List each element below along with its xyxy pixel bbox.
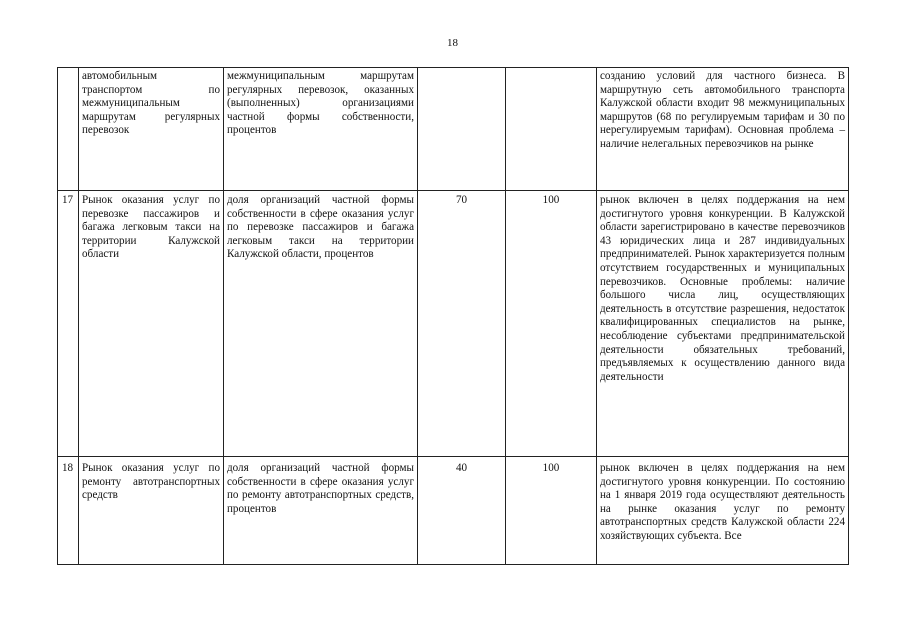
comment-text: рынок включен в целях поддержания на нем достигнутого уровня конкуренции. В Калужской области зарегистрировано в качестве перевозчиков 43 юридических лица и 287 индивидуальных предпринимателей. Рынок характеризуется полным отсутствием государственных и муниципальных перевозчиков. Основные проблемы: наличие большого числа лиц, осуществляющих деятельность в отсутствие разрешения, недостаток квалифицированных специалистов на рынке, несоблюдение субъектами предпринимательской деятельности обязательных требований, предъявляемых к осуществлению данного вида деятельности: [597, 191, 849, 457]
market-name: Рынок оказания услуг по перевозке пассажиров и багажа легковым такси на территории Калужской области: [79, 191, 224, 457]
table-row: [58, 191, 849, 457]
row-number: [58, 68, 79, 191]
comment-text: созданию условий для частного бизнеса. В маршрутную сеть автомобильного транспорта Калужской области входит 98 межмуниципальных маршрутов (68 по регулируемым тарифам и 30 по нерегулируемым тарифам). Основная проблема – наличие нелегальных перевозчиков на рынке: [597, 68, 849, 191]
value-target: [506, 68, 597, 191]
value-current: 40: [418, 457, 506, 565]
value-current: 70: [418, 191, 506, 457]
indicator-text: доля организаций частной формы собственности в сфере оказания услуг по ремонту автотранспортных средств, процентов: [224, 457, 418, 565]
page-number: 18: [447, 37, 458, 49]
value-target: 100: [506, 191, 597, 457]
row-number: 18: [58, 457, 79, 565]
markets-table: [57, 67, 849, 565]
indicator-text: межмуниципальным маршрутам регулярных перевозок, оказанных (выполненных) организациями частной формы собственности, процентов: [224, 68, 418, 191]
market-name: автомобильным транспортом по межмуниципальным маршрутам регулярных перевозок: [79, 68, 224, 191]
market-name: Рынок оказания услуг по ремонту автотранспортных средств: [79, 457, 224, 565]
value-target: 100: [506, 457, 597, 565]
comment-text: рынок включен в целях поддержания на нем достигнутого уровня конкуренции. По состоянию на 1 января 2019 года осуществляют деятельность на рынке оказания услуг по ремонту автотранспортных средств Калужской области 224 хозяйствующих субъекта. Все: [597, 457, 849, 565]
indicator-text: доля организаций частной формы собственности в сфере оказания услуг по перевозке пассажиров и багажа легковым такси на территории Калужской области, процентов: [224, 191, 418, 457]
value-current: [418, 68, 506, 191]
table-row: [58, 68, 849, 191]
table-row: [58, 457, 849, 565]
row-number: 17: [58, 191, 79, 457]
